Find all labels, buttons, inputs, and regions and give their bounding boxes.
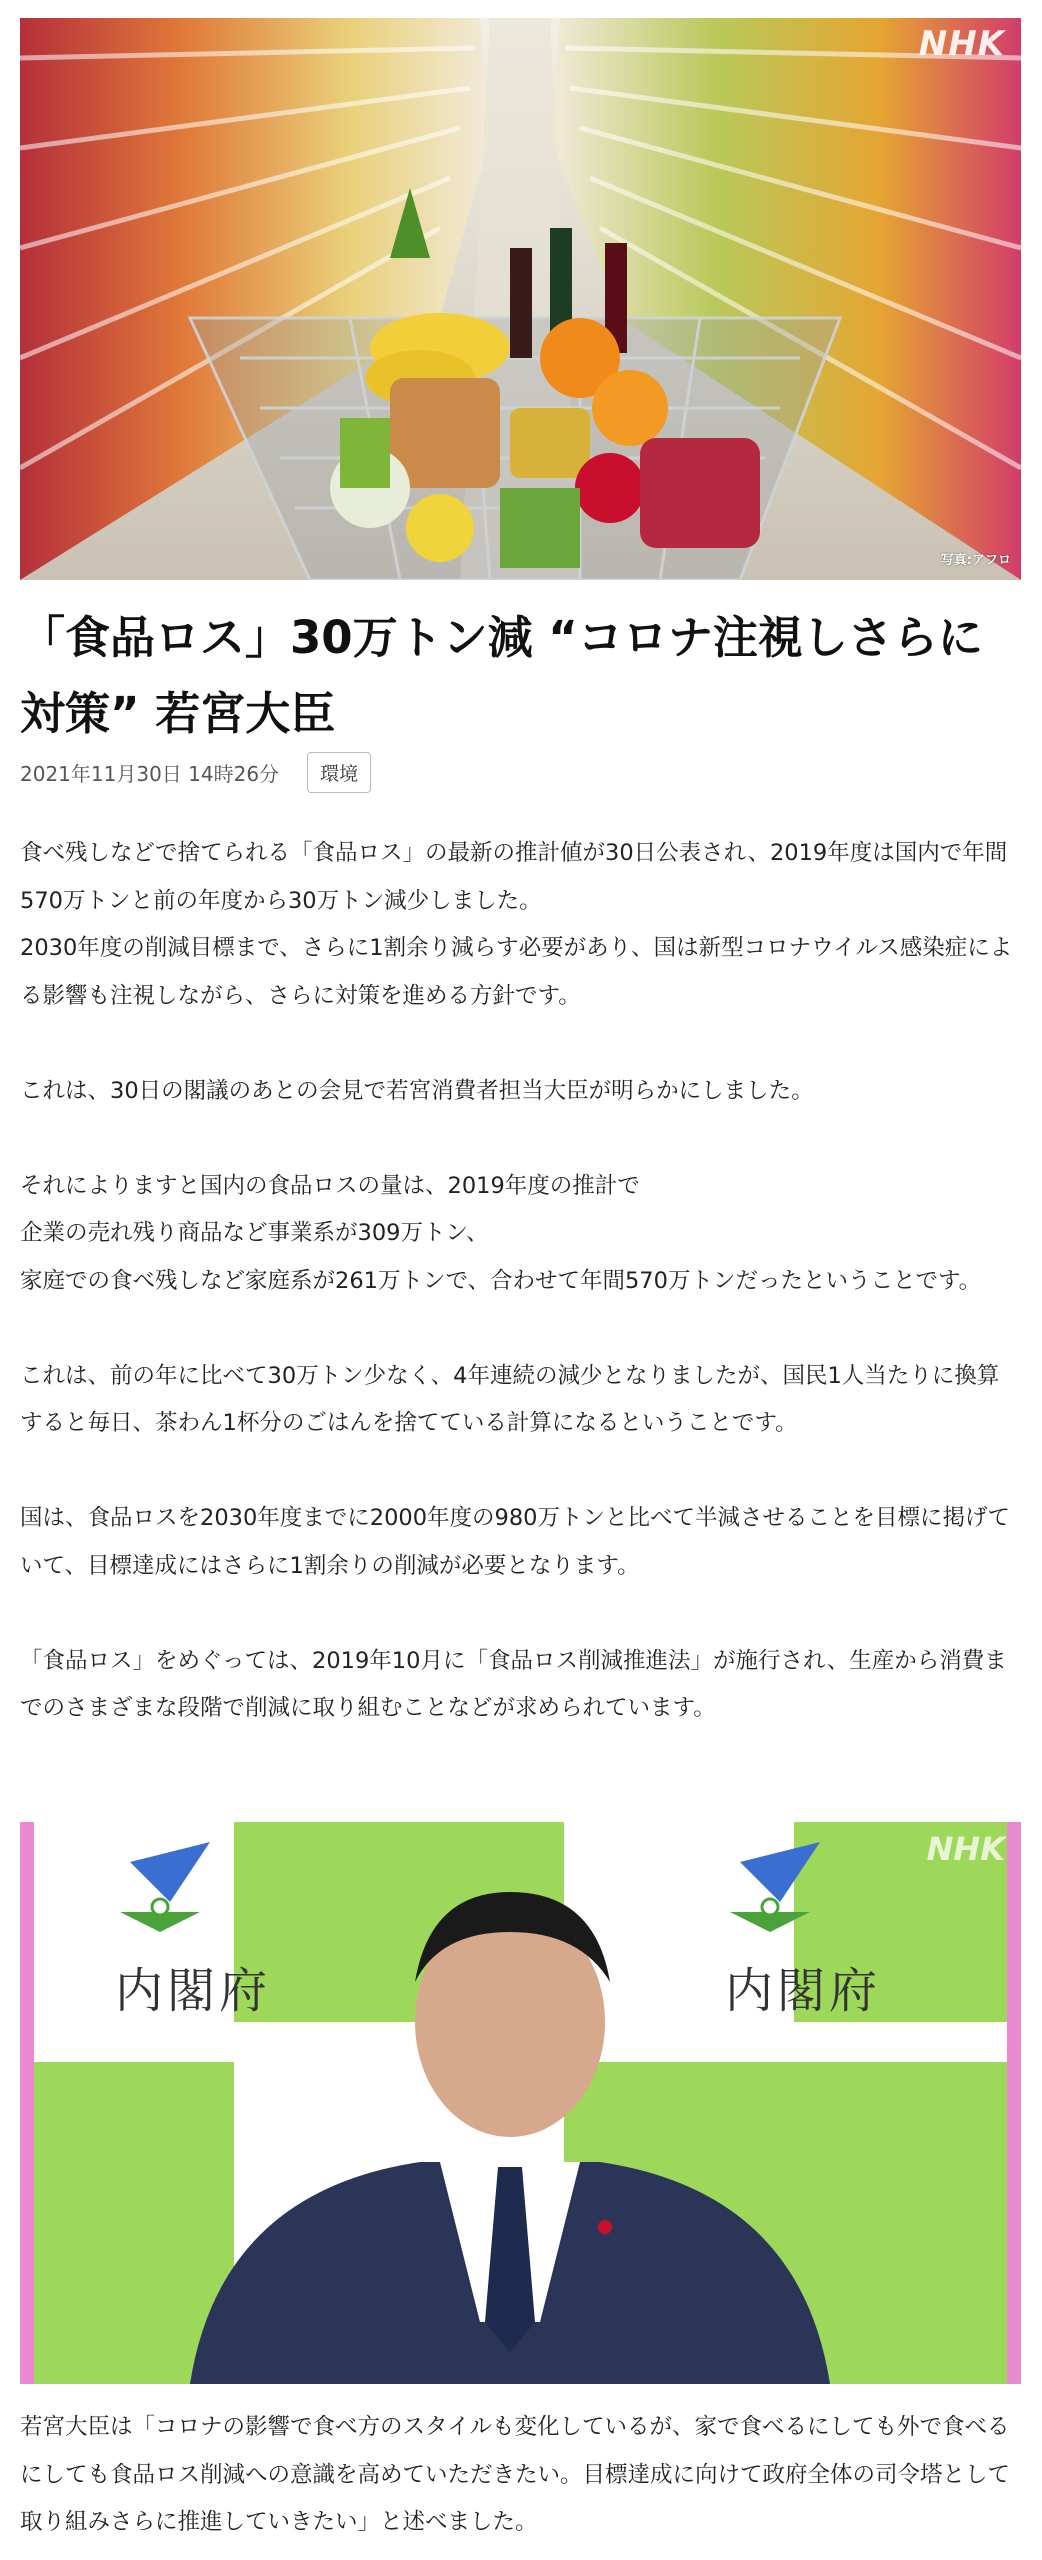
nhk-logo: NHK	[918, 24, 1005, 64]
photo-credit: 写真:アフロ	[940, 553, 1011, 568]
minister-photo	[20, 1822, 1021, 2384]
nhk-logo: NHK	[926, 1830, 1005, 1868]
paragraph: 「食品ロス」をめぐっては、2019年10月に「食品ロス削減推進法」が施行され、生産から消費までのさまざまな段階で削減に取り組むことなどが求められています。	[20, 1647, 1007, 1721]
article-title: 「食品ロス」30万トン減 “コロナ注視しさらに対策” 若宮大臣	[20, 611, 983, 740]
paragraph: これは、前の年に比べて30万トン少なく、4年連続の減少となりましたが、国民1人当たりに換算すると毎日、茶わん1杯分のごはんを捨てている計算になるということです。	[20, 1362, 1000, 1436]
article-meta	[20, 752, 371, 792]
hero-photo	[20, 18, 1021, 580]
backdrop-label-right: 内閣府	[725, 1963, 882, 2019]
paragraph: それによりますと国内の食品ロスの量は、2019年度の推計で	[20, 1172, 640, 1199]
publish-date: 2021年11月30日 14時26分	[20, 761, 280, 786]
paragraph: 食べ残しなどで捨てられる「食品ロス」の最新の推計値が30日公表され、2019年度は国内で年間570万トンと前の年度から30万トン減少しました。	[20, 840, 1008, 914]
press-conference-image	[20, 1822, 1021, 2384]
backdrop-label-left: 内閣府	[115, 1963, 272, 2019]
paragraph: 家庭での食べ残しなど家庭系が261万トンで、合わせて年間570万トンだったということです。	[20, 1267, 982, 1294]
category-tag[interactable]: 環境	[307, 752, 371, 793]
paragraph: 2030年度の削減目標まで、さらに1割余り減らす必要があり、国は新型コロナウイルス感染症による影響も注視しながら、さらに対策を進める方針です。	[20, 935, 1013, 1009]
article-body-continued	[20, 2404, 1020, 2547]
paragraph: これは、30日の閣議のあとの会見で若宮消費者担当大臣が明らかにしました。	[20, 1077, 814, 1104]
article-body	[20, 830, 1020, 1733]
paragraph: 企業の売れ残り商品など事業系が309万トン、	[20, 1220, 489, 1246]
supermarket-cart-image	[20, 18, 1021, 580]
paragraph: 若宮大臣は「コロナの影響で食べ方のスタイルも変化しているが、家で食べるにしても外で食べるにしても食品ロス削減への意識を高めていただきたい。目標達成に向けて政府全体の司令塔として取り組みさらに推進していきたい」と述べました。	[20, 2414, 1011, 2535]
paragraph: 国は、食品ロスを2030年度までに2000年度の980万トンと比べて半減させることを目標に掲げていて、目標達成にはさらに1割余りの削減が必要となります。	[20, 1505, 1010, 1579]
